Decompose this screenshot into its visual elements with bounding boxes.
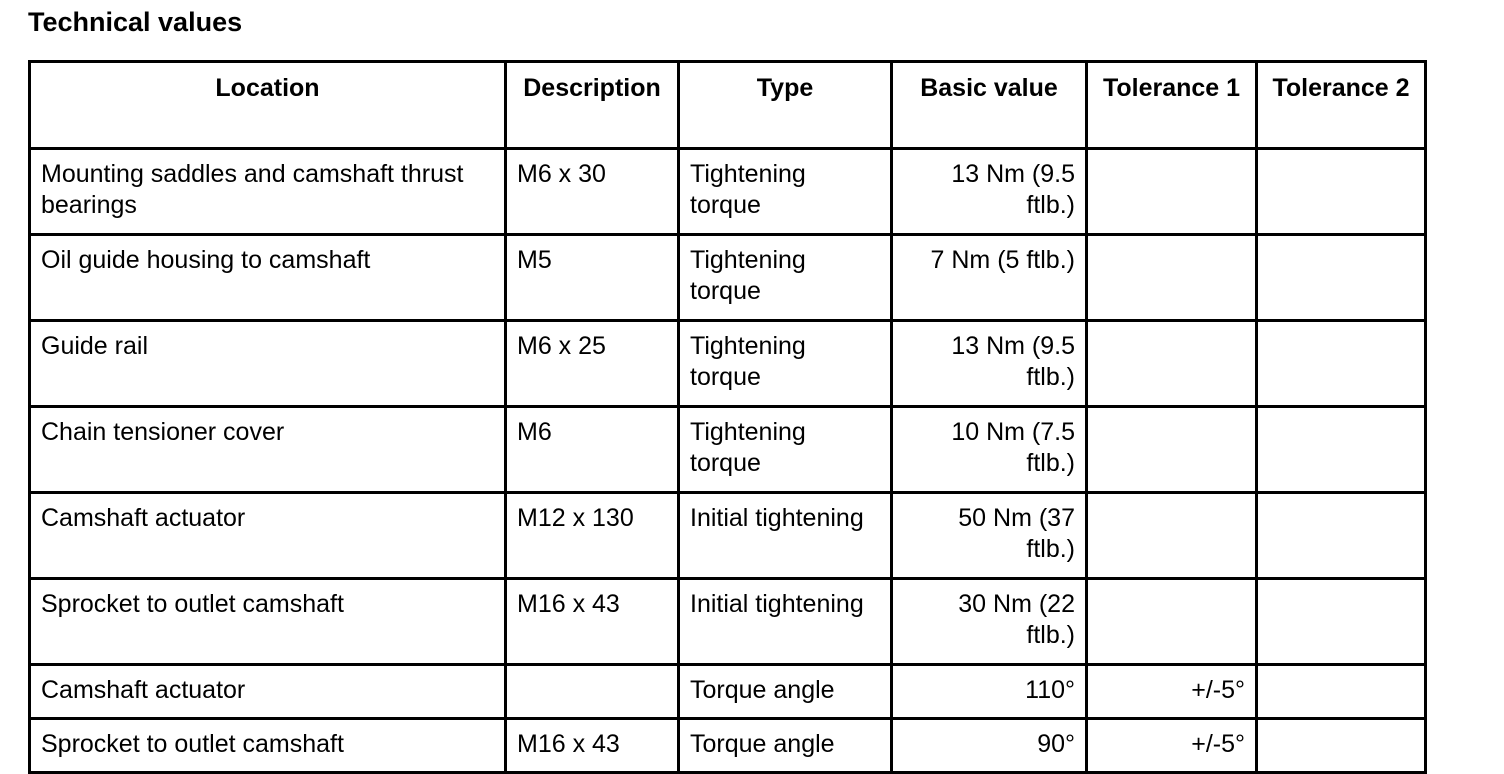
column-header-tolerance-2: Tolerance 2: [1257, 62, 1426, 149]
cell-type: Tightening torque: [679, 235, 892, 321]
cell-type: Initial tightening: [679, 493, 892, 579]
table-row: [30, 579, 1426, 665]
cell-location: Guide rail: [30, 321, 506, 407]
cell-tolerance-1: +/-5°: [1087, 665, 1257, 719]
cell-basic-value: 110°: [892, 665, 1087, 719]
cell-tolerance-2: [1257, 579, 1426, 665]
table-row: [30, 149, 1426, 235]
column-header-location: Location: [30, 62, 506, 149]
cell-type: Tightening torque: [679, 321, 892, 407]
table-row: [30, 235, 1426, 321]
page-title: Technical values: [28, 7, 243, 37]
table-row: [30, 493, 1426, 579]
cell-description: M12 x 130: [506, 493, 679, 579]
cell-type: Torque angle: [679, 665, 892, 719]
cell-type: Initial tightening: [679, 579, 892, 665]
cell-basic-value: 90°: [892, 719, 1087, 773]
cell-basic-value: 50 Nm (37 ftlb.): [892, 493, 1087, 579]
cell-tolerance-2: [1257, 321, 1426, 407]
cell-location: Sprocket to outlet camshaft: [30, 719, 506, 773]
cell-description: [506, 665, 679, 719]
table-header-row: [30, 62, 1426, 149]
cell-tolerance-1: [1087, 579, 1257, 665]
cell-basic-value: 13 Nm (9.5 ftlb.): [892, 149, 1087, 235]
cell-description: M5: [506, 235, 679, 321]
cell-description: M6 x 30: [506, 149, 679, 235]
cell-type: Tightening torque: [679, 407, 892, 493]
cell-description: M6: [506, 407, 679, 493]
cell-tolerance-2: [1257, 719, 1426, 773]
cell-type: Tightening torque: [679, 149, 892, 235]
table-row: [30, 719, 1426, 773]
table-row: [30, 665, 1426, 719]
cell-tolerance-2: [1257, 407, 1426, 493]
cell-location: Chain tensioner cover: [30, 407, 506, 493]
cell-location: Mounting saddles and camshaft thrust bearings: [30, 149, 506, 235]
column-header-description: Description: [506, 62, 679, 149]
column-header-tolerance-1: Tolerance 1: [1087, 62, 1257, 149]
column-header-type: Type: [679, 62, 892, 149]
cell-tolerance-1: [1087, 493, 1257, 579]
cell-description: M16 x 43: [506, 579, 679, 665]
cell-basic-value: 13 Nm (9.5 ftlb.): [892, 321, 1087, 407]
cell-location: Camshaft actuator: [30, 493, 506, 579]
cell-basic-value: 30 Nm (22 ftlb.): [892, 579, 1087, 665]
cell-location: Oil guide housing to camshaft: [30, 235, 506, 321]
cell-description: M6 x 25: [506, 321, 679, 407]
column-header-basic-value: Basic value: [892, 62, 1087, 149]
cell-location: Camshaft actuator: [30, 665, 506, 719]
cell-tolerance-1: [1087, 321, 1257, 407]
table-row: [30, 321, 1426, 407]
technical-values-table: [28, 60, 1427, 774]
cell-type: Torque angle: [679, 719, 892, 773]
cell-tolerance-1: [1087, 149, 1257, 235]
cell-location: Sprocket to outlet camshaft: [30, 579, 506, 665]
cell-tolerance-2: [1257, 665, 1426, 719]
cell-description: M16 x 43: [506, 719, 679, 773]
table-row: [30, 407, 1426, 493]
cell-tolerance-1: [1087, 407, 1257, 493]
cell-basic-value: 7 Nm (5 ftlb.): [892, 235, 1087, 321]
cell-tolerance-1: +/-5°: [1087, 719, 1257, 773]
cell-tolerance-2: [1257, 493, 1426, 579]
cell-tolerance-1: [1087, 235, 1257, 321]
cell-basic-value: 10 Nm (7.5 ftlb.): [892, 407, 1087, 493]
cell-tolerance-2: [1257, 149, 1426, 235]
cell-tolerance-2: [1257, 235, 1426, 321]
